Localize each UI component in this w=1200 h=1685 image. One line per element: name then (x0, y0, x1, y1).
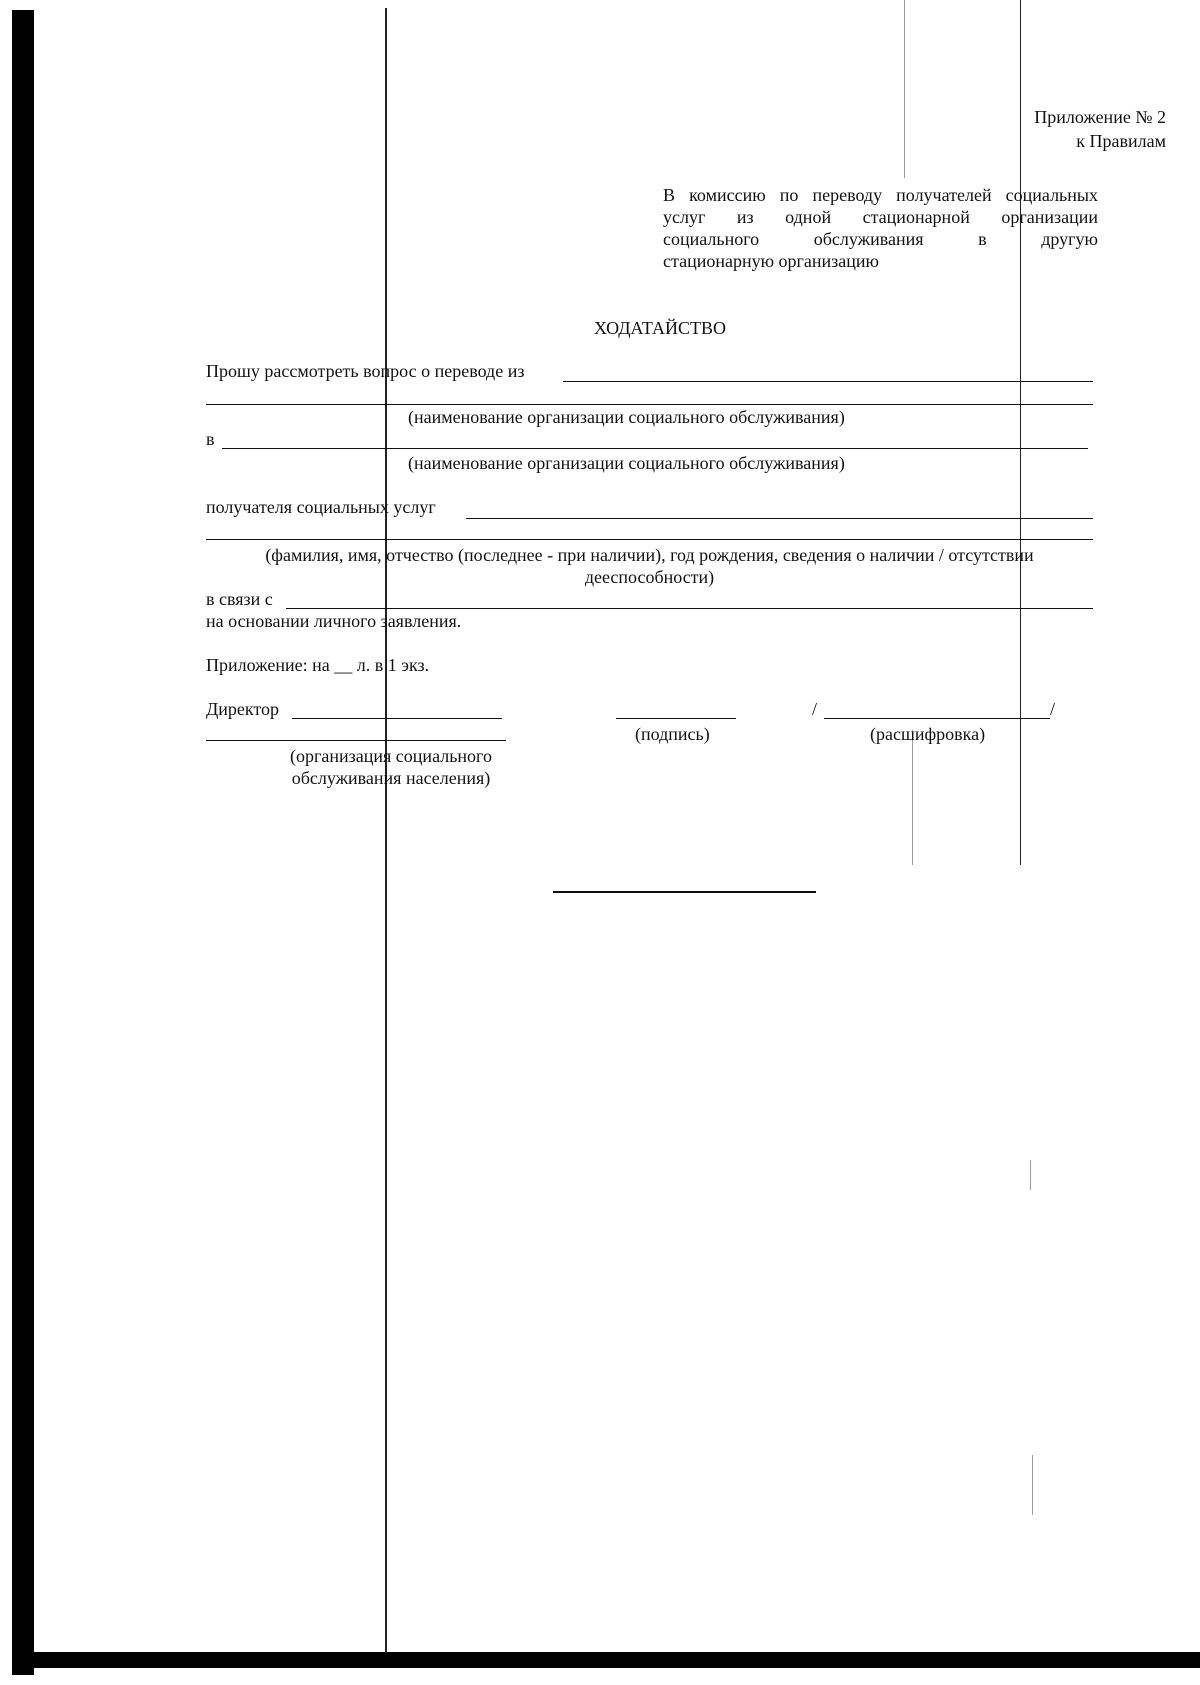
scan-line-faint (1030, 1160, 1031, 1190)
appendix-number: Приложение № 2 (1034, 107, 1166, 127)
addressee-line: социального обслуживания в другую (663, 229, 1098, 249)
addressee-block (663, 184, 1098, 272)
scan-line-faint (904, 0, 905, 178)
decryption-field[interactable] (824, 718, 1050, 719)
document-title: ХОДАТАЙСТВО (594, 318, 726, 338)
organization-field[interactable] (206, 740, 506, 741)
scan-line-faint (912, 730, 913, 865)
recipient-hint: (фамилия, имя, отчество (последнее - при наличии), год рождения, сведения о наличии / отсутствии (265, 545, 1034, 565)
appendix-rules: к Правилам (1076, 131, 1166, 151)
slash-left: / (812, 699, 818, 719)
org-from-hint: (наименование организации социального обслуживания) (408, 407, 845, 427)
to-label: в (206, 429, 215, 449)
scan-border-left (12, 10, 34, 1675)
addressee-line: услуг из одной стационарной организации (663, 207, 1098, 227)
scan-line-vertical-right (1020, 0, 1021, 865)
end-separator (553, 891, 816, 893)
org-to-hint: (наименование организации социального обслуживания) (408, 453, 845, 473)
attachment-text: Приложение: на __ л. в 1 экз. (206, 655, 430, 675)
organization-hint-continued: обслуживания населения) (291, 768, 491, 788)
scan-border-bottom (26, 1652, 1200, 1668)
basis-text: на основании личного заявления. (206, 611, 462, 631)
signature-hint: (подпись) (635, 724, 710, 744)
addressee-line: В комиссию по переводу получателей социальных (663, 185, 1098, 205)
org-from-field[interactable] (563, 381, 1093, 382)
addressee-line: стационарную организацию (663, 251, 879, 271)
signature-field[interactable] (616, 718, 736, 719)
recipient-label: получателя социальных услуг (206, 497, 436, 517)
recipient-field-continued[interactable] (206, 539, 1093, 540)
reason-field[interactable] (286, 608, 1093, 609)
scan-line-faint (1032, 1455, 1033, 1515)
recipient-field[interactable] (466, 518, 1093, 519)
slash-right: / (1050, 699, 1056, 719)
org-from-field-continued[interactable] (206, 404, 1093, 405)
director-field[interactable] (292, 718, 502, 719)
director-label: Директор (206, 699, 280, 719)
reason-label: в связи с (206, 589, 273, 609)
scan-line-vertical-left (385, 8, 387, 1653)
decryption-hint: (расшифровка) (870, 724, 986, 744)
org-to-field[interactable] (222, 448, 1088, 449)
recipient-hint-continued: дееспособности) (584, 567, 715, 587)
request-label: Прошу рассмотреть вопрос о переводе из (206, 361, 525, 381)
organization-hint: (организация социального (290, 746, 492, 766)
